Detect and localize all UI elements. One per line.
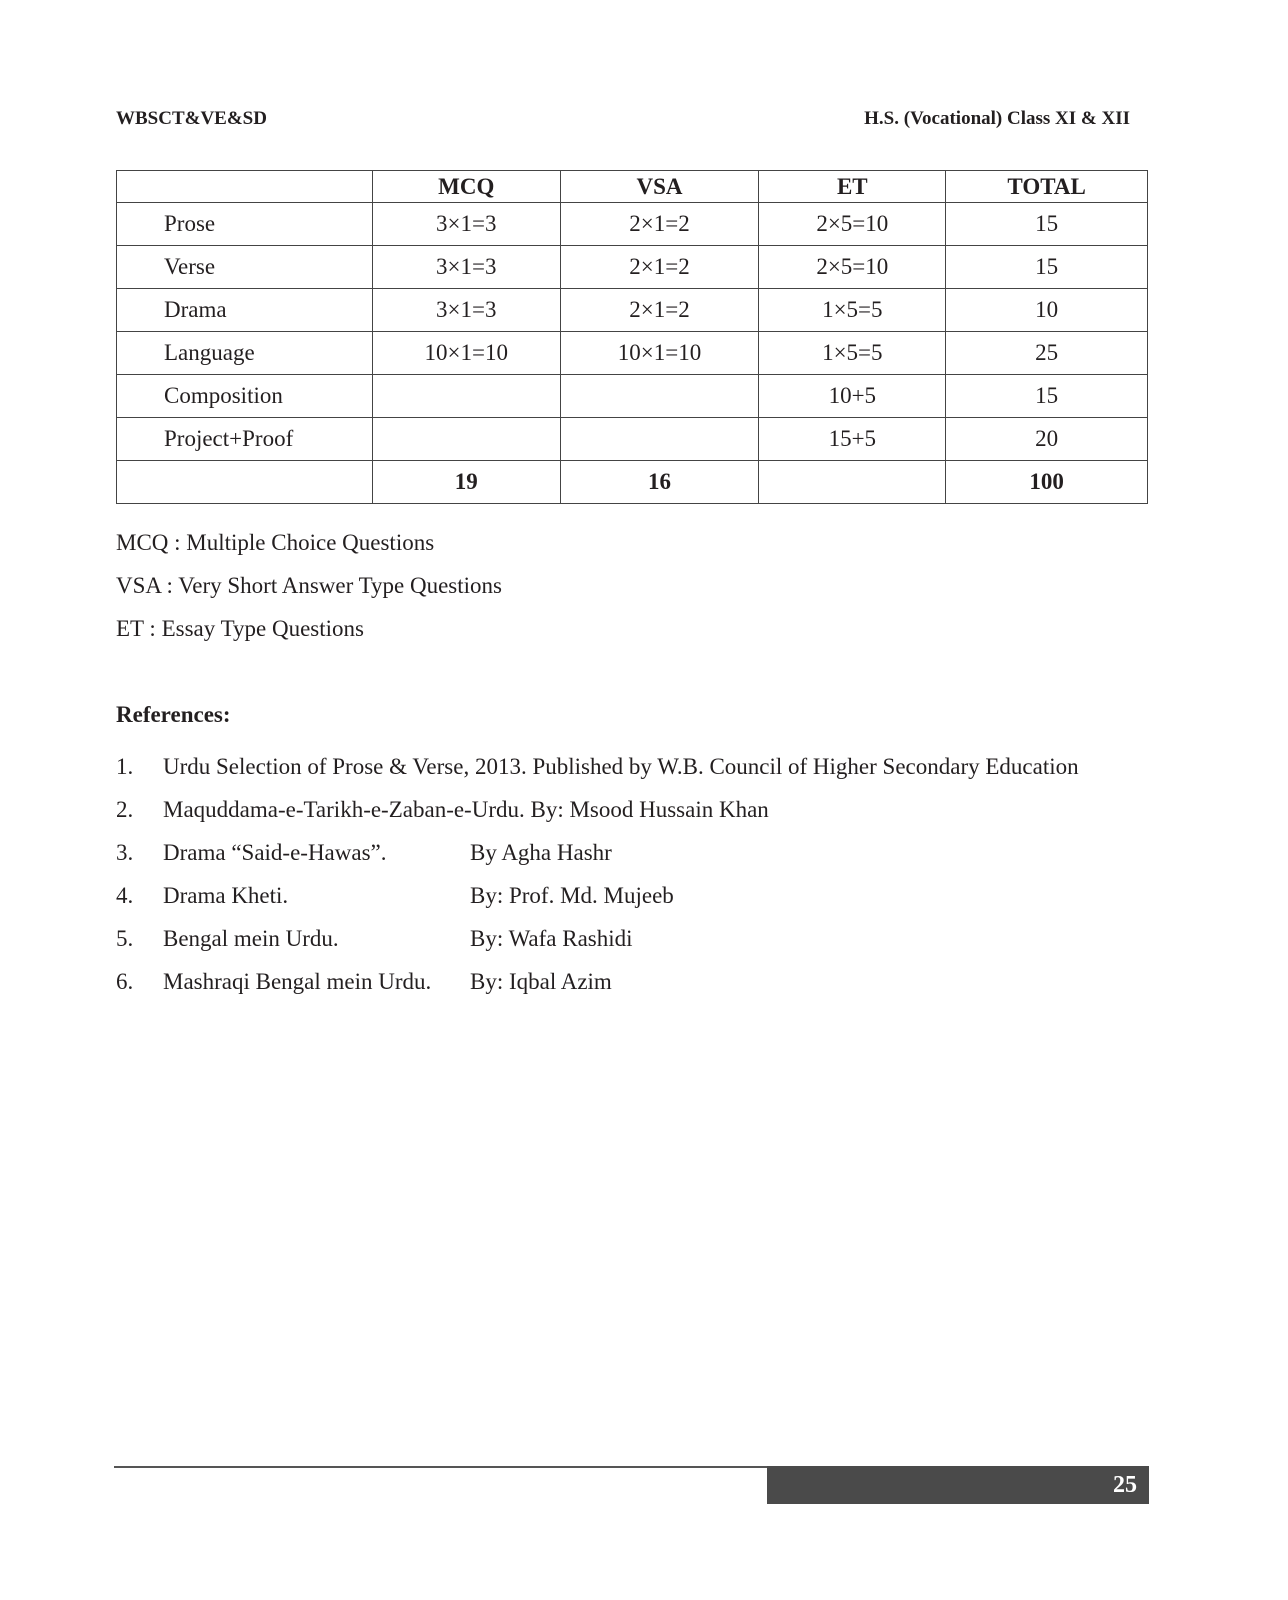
table-cell: 15 bbox=[946, 246, 1148, 289]
table-row bbox=[117, 332, 1148, 375]
table-cell: 10 bbox=[946, 289, 1148, 332]
table-cell: 3×1=3 bbox=[372, 246, 560, 289]
table-cell bbox=[560, 418, 759, 461]
totals-cell-vsa: 16 bbox=[560, 461, 759, 504]
table-row bbox=[117, 203, 1148, 246]
reference-number: 3. bbox=[116, 840, 134, 865]
totals-cell bbox=[117, 461, 373, 504]
legend-item-mcq: MCQ : Multiple Choice Questions bbox=[116, 530, 435, 555]
abbreviation-legend bbox=[116, 521, 502, 650]
column-header-total: TOTAL bbox=[946, 171, 1148, 203]
references-heading: References: bbox=[116, 702, 231, 727]
reference-title: Mashraqi Bengal mein Urdu. bbox=[163, 969, 432, 994]
row-label: Prose bbox=[117, 203, 373, 246]
table-cell: 2×1=2 bbox=[560, 203, 759, 246]
reference-title: Drama Kheti. bbox=[163, 883, 289, 908]
reference-number: 2. bbox=[116, 797, 134, 822]
reference-number: 6. bbox=[116, 969, 134, 994]
table-cell: 10×1=10 bbox=[372, 332, 560, 375]
legend-item-et: ET : Essay Type Questions bbox=[116, 616, 364, 641]
table-cell: 2×5=10 bbox=[759, 246, 946, 289]
row-label: Composition bbox=[117, 375, 373, 418]
reference-number: 4. bbox=[116, 883, 134, 908]
table-cell: 15 bbox=[946, 203, 1148, 246]
legend-item-vsa: VSA : Very Short Answer Type Questions bbox=[116, 573, 502, 598]
table-row bbox=[117, 289, 1148, 332]
column-header-et: ET bbox=[759, 171, 946, 203]
table-cell: 15+5 bbox=[759, 418, 946, 461]
column-header-mcq: MCQ bbox=[372, 171, 560, 203]
column-header-vsa: VSA bbox=[560, 171, 759, 203]
column-header bbox=[117, 171, 373, 203]
table-cell: 2×1=2 bbox=[560, 246, 759, 289]
table-row bbox=[117, 375, 1148, 418]
totals-cell-grand-total: 100 bbox=[946, 461, 1148, 504]
row-label: Language bbox=[117, 332, 373, 375]
reference-title: Maquddama-e-Tarikh-e-Zaban-e-Urdu. By: Msood Hussain Khan bbox=[163, 797, 769, 822]
table-cell: 25 bbox=[946, 332, 1148, 375]
reference-author: By: Iqbal Azim bbox=[470, 969, 612, 994]
page-number: 25 bbox=[767, 1466, 1149, 1504]
table-cell bbox=[372, 418, 560, 461]
table-row bbox=[117, 418, 1148, 461]
reference-title: Drama “Said-e-Hawas”. bbox=[163, 840, 387, 865]
table-cell bbox=[372, 375, 560, 418]
totals-row bbox=[117, 461, 1148, 504]
table-row bbox=[117, 246, 1148, 289]
table-cell bbox=[560, 375, 759, 418]
reference-title: Urdu Selection of Prose & Verse, 2013. Published by W.B. Council of Higher Secondary Education bbox=[163, 754, 1079, 779]
reference-title: Bengal mein Urdu. bbox=[163, 926, 339, 951]
header-left: WBSCT&VE&SD bbox=[116, 108, 267, 129]
table-cell: 1×5=5 bbox=[759, 332, 946, 375]
table-cell: 3×1=3 bbox=[372, 289, 560, 332]
reference-number: 1. bbox=[116, 754, 134, 779]
table-cell: 15 bbox=[946, 375, 1148, 418]
table-cell: 2×1=2 bbox=[560, 289, 759, 332]
table-cell: 10×1=10 bbox=[560, 332, 759, 375]
table-cell: 3×1=3 bbox=[372, 203, 560, 246]
table-header-row bbox=[117, 171, 1148, 203]
header-right: H.S. (Vocational) Class XI & XII bbox=[864, 108, 1130, 129]
totals-cell-mcq: 19 bbox=[372, 461, 560, 504]
table-cell: 2×5=10 bbox=[759, 203, 946, 246]
row-label: Project+Proof bbox=[117, 418, 373, 461]
table-cell: 1×5=5 bbox=[759, 289, 946, 332]
row-label: Verse bbox=[117, 246, 373, 289]
row-label: Drama bbox=[117, 289, 373, 332]
reference-number: 5. bbox=[116, 926, 134, 951]
reference-author: By Agha Hashr bbox=[470, 840, 612, 865]
table-cell: 10+5 bbox=[759, 375, 946, 418]
reference-author: By: Prof. Md. Mujeeb bbox=[470, 883, 674, 908]
footer-rule bbox=[114, 1466, 768, 1468]
reference-author: By: Wafa Rashidi bbox=[470, 926, 633, 951]
table-cell: 20 bbox=[946, 418, 1148, 461]
totals-cell-et bbox=[759, 461, 946, 504]
marks-distribution-table bbox=[116, 170, 1148, 504]
